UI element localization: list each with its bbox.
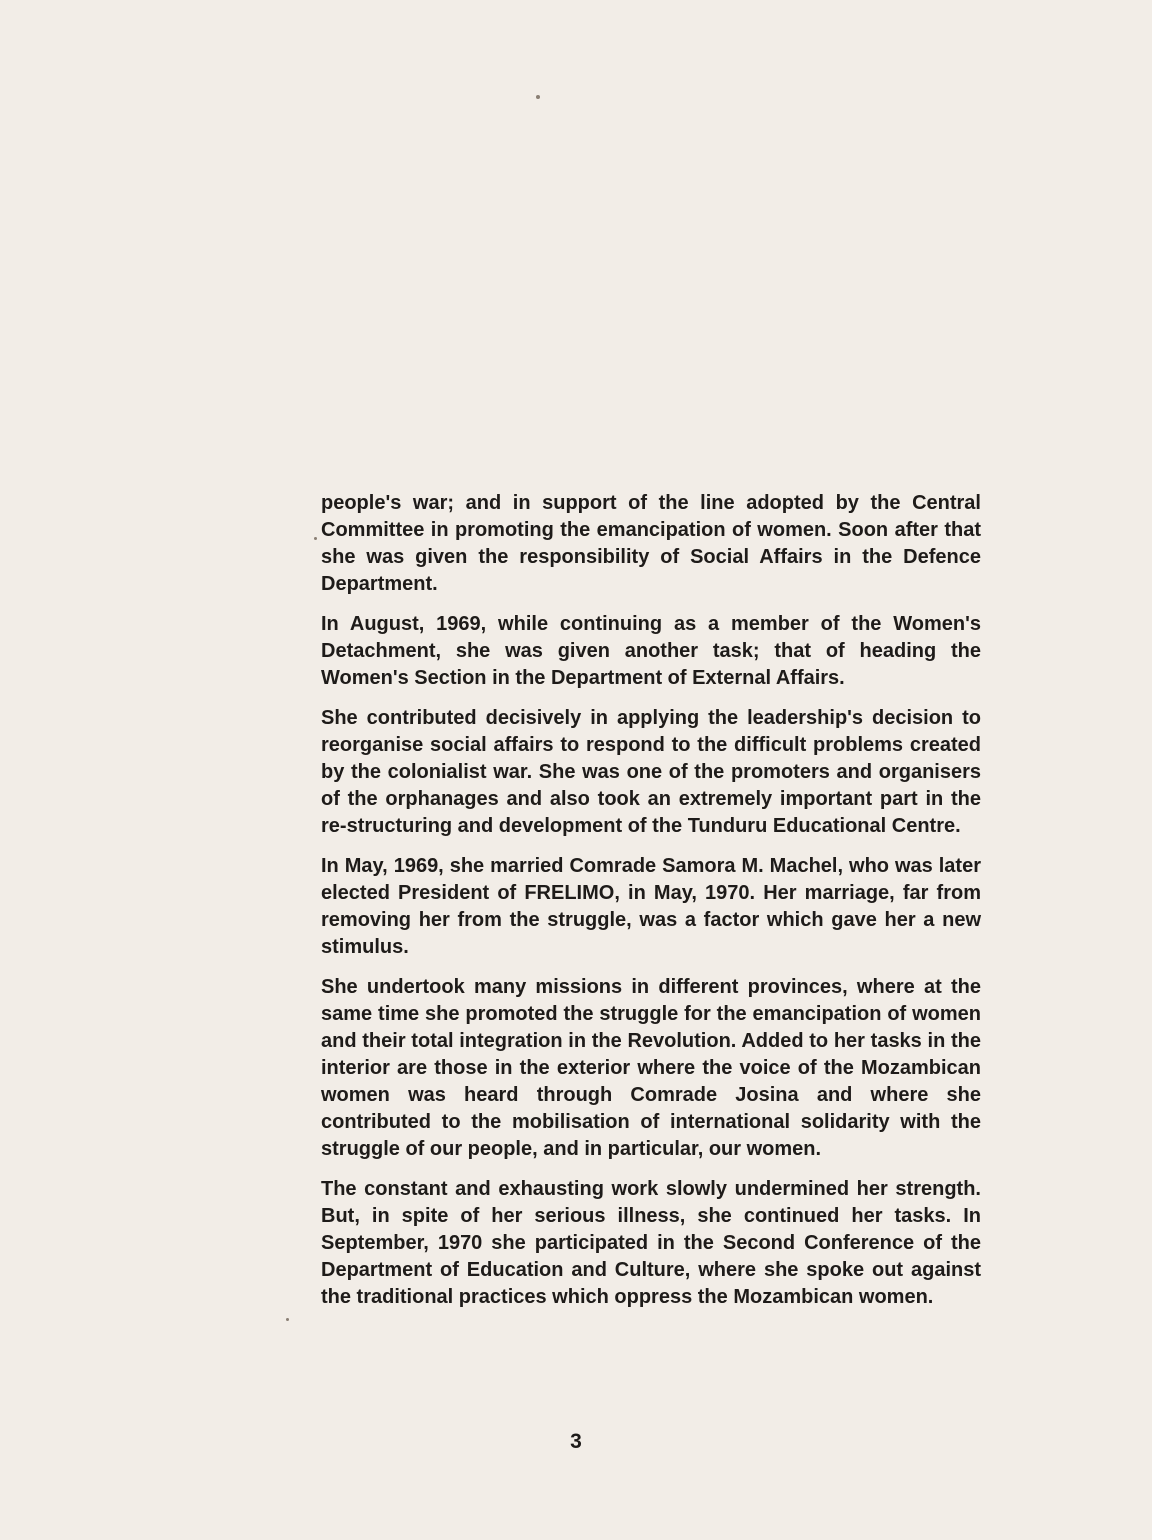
body-text — [321, 490, 981, 1324]
paper-speck — [286, 1318, 289, 1321]
paragraph-1: people's war; and in support of the line adopted by the Central Committee in promoting the emancipation of women. Soon after that she was given the responsibility of Social Affairs in the Defence Department. — [321, 492, 981, 595]
paragraph-6: The constant and exhausting work slowly undermined her strength. But, in spite of her serious illness, she continued her tasks. In September, 1970 she participated in the Second Conference of the Department of Education and Culture, where she spoke out against the traditional practices which oppress the Mozambican women. — [321, 1178, 981, 1308]
page-number: 3 — [570, 1430, 582, 1453]
paragraph-4: In May, 1969, she married Comrade Samora M. Machel, who was later elected President of FRELIMO, in May, 1970. Her marriage, far from removing her from the struggle, was a factor which gave her a new stimulus. — [321, 855, 981, 958]
paragraph-3: She contributed decisively in applying the leadership's decision to reorganise social affairs to respond to the difficult problems created by the colonialist war. She was one of the promoters and organisers of the orphanages and also took an extremely important part in the re-structuring and development of the Tunduru Educational Centre. — [321, 707, 981, 837]
paragraph-5: She undertook many missions in different provinces, where at the same time she promoted the struggle for the emancipation of women and their total integration in the Revolution. Added to her tasks in the interior are those in the exterior where the voice of the Mozambican women was heard through Comrade Josina and where she contributed to the mobilisation of international solidarity with the struggle of our people, and in particular, our women. — [321, 976, 981, 1160]
paragraph-2: In August, 1969, while continuing as a member of the Women's Detachment, she was given another task; that of heading the Women's Section in the Department of External Affairs. — [321, 613, 981, 689]
paper-speck — [314, 537, 317, 540]
paper-speck — [536, 95, 540, 99]
